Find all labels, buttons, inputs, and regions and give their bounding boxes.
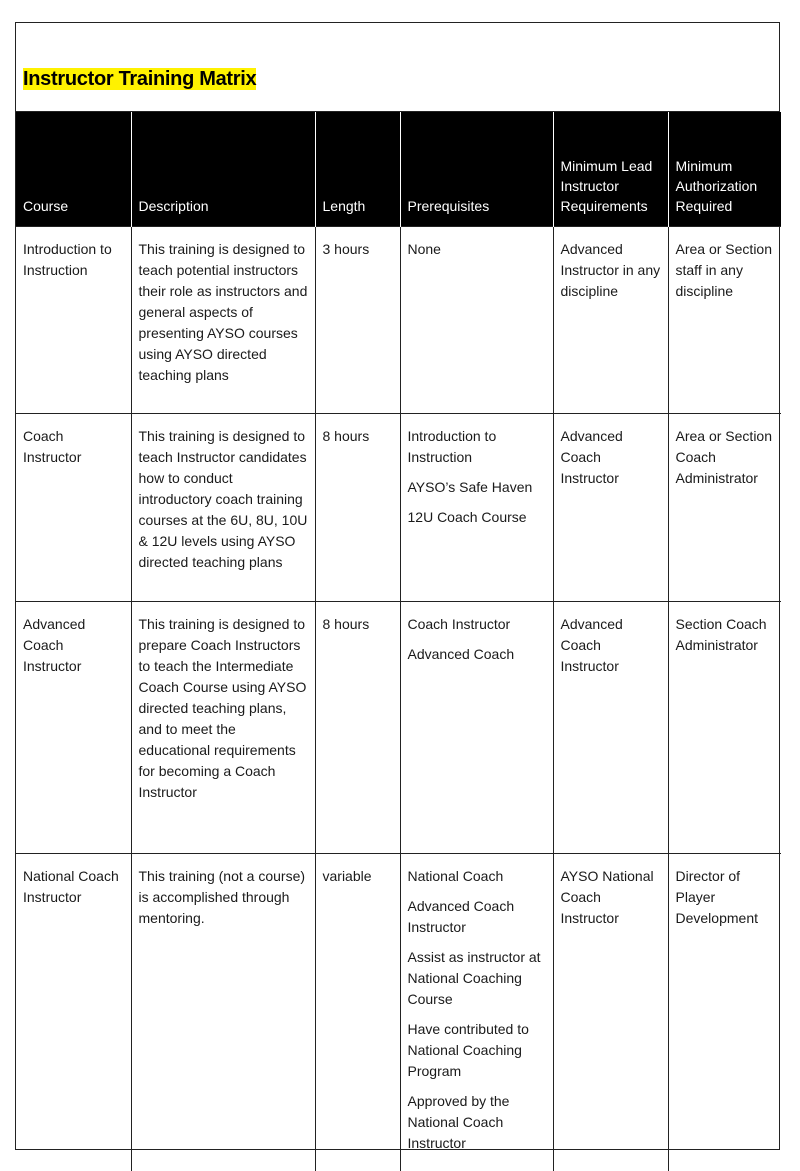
cell-authorization: Area or Section Coach Administrator — [668, 414, 781, 602]
cell-prerequisites — [400, 227, 553, 414]
document-frame — [15, 22, 780, 1150]
table-row — [16, 854, 781, 1171]
cell-description: This training is designed to teach Instructor candidates how to conduct introductory coach training courses at the 6U, 8U, 10U & 12U levels using AYSO directed teaching plans — [131, 414, 315, 602]
page-title — [23, 67, 256, 91]
cell-description: This training is designed to prepare Coach Instructors to teach the Intermediate Coach Course using AYSO directed teaching plans, and to meet the educational requirements for becoming a Coach Instructor — [131, 602, 315, 854]
cell-length: 8 hours — [315, 414, 400, 602]
prerequisite-item: Advanced Coach Instructor — [408, 896, 547, 938]
table-body — [16, 227, 781, 1171]
prerequisite-item: Introduction to Instruction — [408, 426, 547, 468]
header-row — [16, 112, 781, 227]
table-row — [16, 602, 781, 854]
prerequisite-item: Advanced Coach — [408, 644, 547, 665]
cell-description: This training (not a course) is accomplished through mentoring. — [131, 854, 315, 1171]
cell-course: Introduction to Instruction — [16, 227, 131, 414]
header-prerequisites: Prerequisites — [400, 112, 553, 227]
table-row — [16, 414, 781, 602]
cell-course: Coach Instructor — [16, 414, 131, 602]
prerequisite-item: National Coach — [408, 866, 547, 887]
cell-description: This training is designed to teach potential instructors their role as instructors and general aspects of presenting AYSO courses using AYSO directed teaching plans — [131, 227, 315, 414]
header-description: Description — [131, 112, 315, 227]
cell-length: variable — [315, 854, 400, 1171]
cell-course: National Coach Instructor — [16, 854, 131, 1171]
cell-lead: Advanced Coach Instructor — [553, 414, 668, 602]
header-course: Course — [16, 112, 131, 227]
cell-length: 8 hours — [315, 602, 400, 854]
cell-prerequisites — [400, 414, 553, 602]
prerequisite-item: Coach Instructor — [408, 614, 547, 635]
prerequisite-item: 12U Coach Course — [408, 507, 547, 528]
prerequisite-item: Have contributed to National Coaching Program — [408, 1019, 547, 1082]
cell-lead: Advanced Instructor in any discipline — [553, 227, 668, 414]
header-length: Length — [315, 112, 400, 227]
prerequisite-item: AYSO’s Safe Haven — [408, 477, 547, 498]
header-authorization: Minimum Authorization Required — [668, 112, 781, 227]
cell-prerequisites — [400, 602, 553, 854]
prerequisite-item: Approved by the National Coach Instructor — [408, 1091, 547, 1154]
cell-authorization: Area or Section staff in any discipline — [668, 227, 781, 414]
prerequisite-item: None — [408, 239, 547, 260]
prerequisite-item: Assist as instructor at National Coaching Course — [408, 947, 547, 1010]
header-lead-instructor: Minimum Lead Instructor Requirements — [553, 112, 668, 227]
cell-lead: Advanced Coach Instructor — [553, 602, 668, 854]
cell-length: 3 hours — [315, 227, 400, 414]
cell-authorization: Section Coach Administrator — [668, 602, 781, 854]
training-matrix-table — [16, 112, 781, 1171]
cell-prerequisites — [400, 854, 553, 1171]
title-row — [16, 23, 779, 112]
cell-lead: AYSO National Coach Instructor — [553, 854, 668, 1171]
cell-course: Advanced Coach Instructor — [16, 602, 131, 854]
cell-authorization: Director of Player Development — [668, 854, 781, 1171]
table-row — [16, 227, 781, 414]
title-highlight: Instructor Training Matrix — [23, 68, 256, 90]
